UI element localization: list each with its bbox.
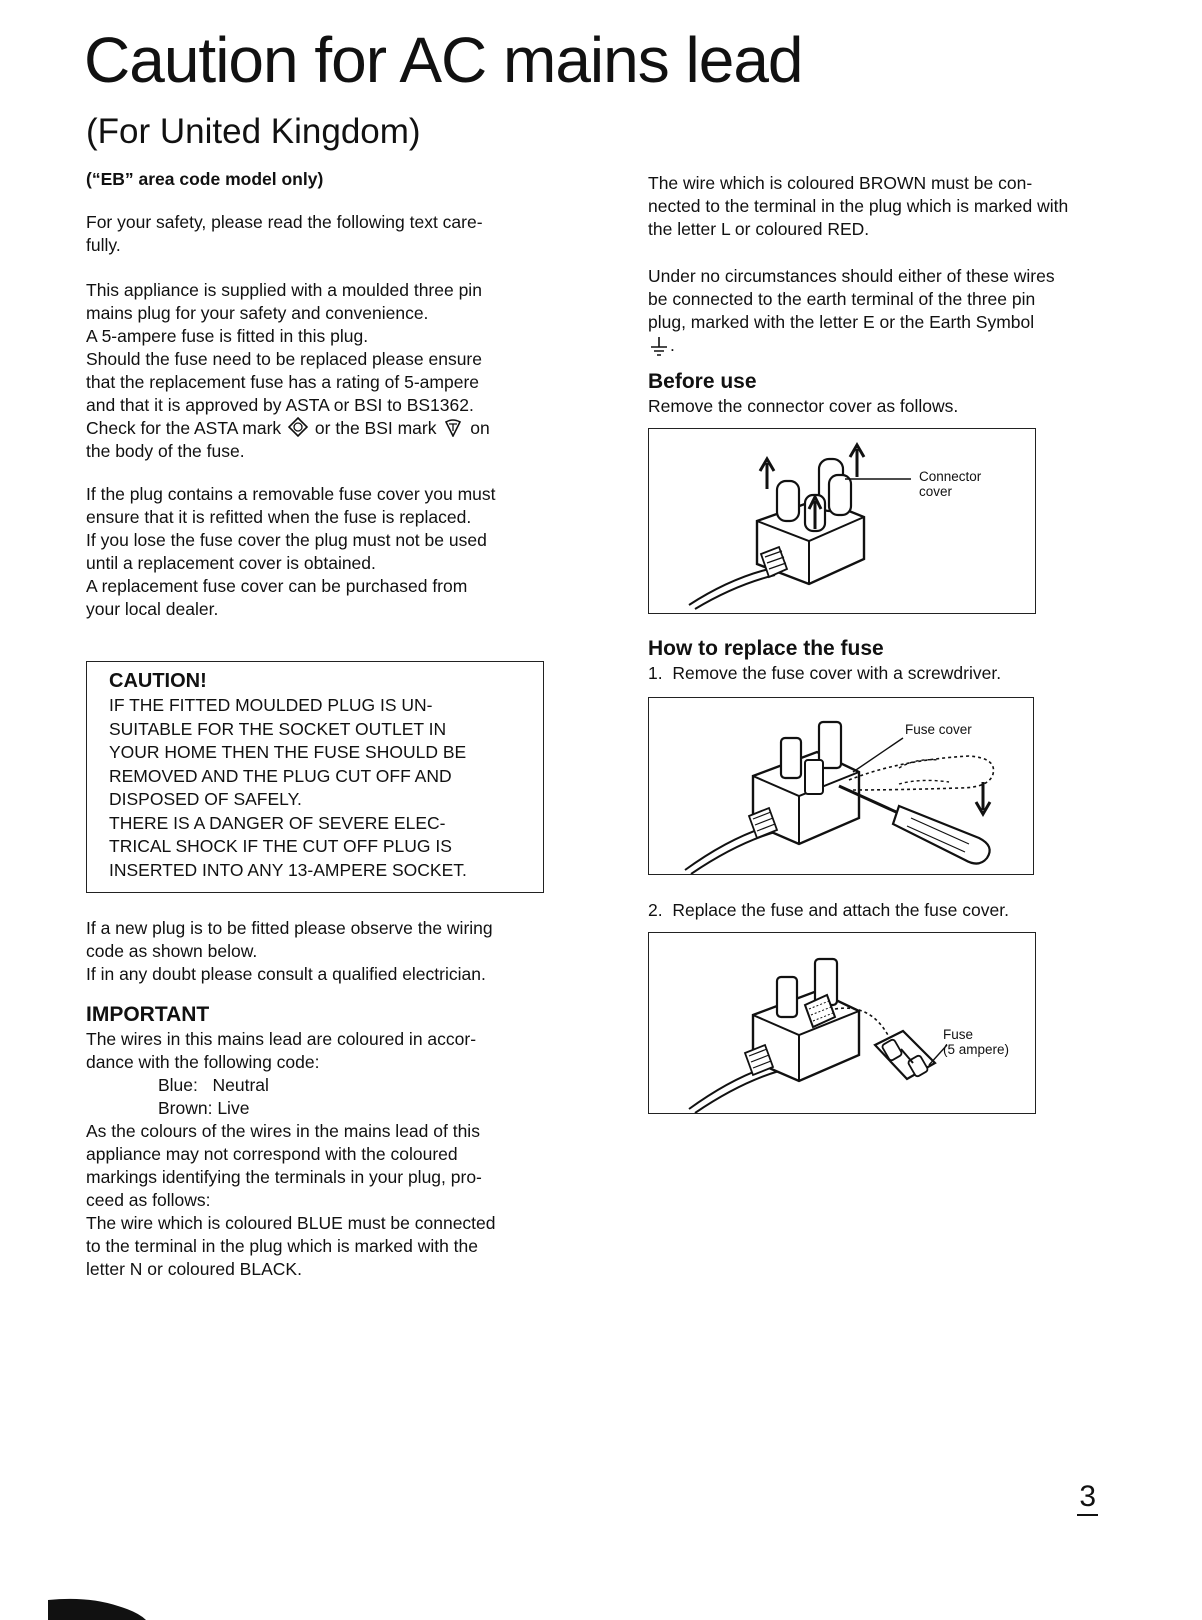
text-line: letter N or coloured BLACK. [86,1259,302,1279]
caution-box [86,661,544,893]
connector-cover-label [919,469,981,499]
text-fragment: Check for the ASTA mark [86,418,282,438]
caution-text [109,694,531,882]
text-line: mains plug for your safety and convenience. [86,303,429,323]
brown-wire-paragraph [648,172,1110,241]
text-line: the body of the fuse. [86,441,245,461]
text-line: be connected to the earth terminal of the three pin [648,289,1036,309]
period: . [670,335,675,355]
label-line: Fuse [943,1027,974,1043]
caution-line: THERE IS A DANGER OF SEVERE ELEC- [109,812,446,833]
text-line: the letter L or coloured RED. [648,219,870,239]
text-fragment: on [470,418,490,438]
caution-line: INSERTED INTO ANY 13-AMPERE SOCKET. [109,859,467,880]
page-number: 3 [1077,1482,1098,1516]
model-note: (“EB” area code model only) [86,169,324,189]
intro-paragraph [86,211,544,257]
text-line: code as shown below. [86,941,258,961]
text-line: that the replacement fuse has a rating of 5-ampere [86,372,480,392]
before-use-text: Remove the connector cover as follows. [648,396,959,417]
cover-paragraph [86,483,544,621]
left-column [86,168,544,1303]
text-line: If you lose the fuse cover the plug must not be used [86,530,487,550]
page-subtitle: (For United Kingdom) [86,112,421,151]
label-line: cover [919,484,953,500]
wire-code-blue: Blue: Neutral [158,1075,269,1095]
caution-line: REMOVED AND THE PLUG CUT OFF AND [109,765,452,786]
plug-connector-illustration [649,429,1035,613]
text-line: Under no circumstances should either of these wires [648,266,1055,286]
caution-line: IF THE FITTED MOULDED PLUG IS UN- [109,695,433,715]
text-line: For your safety, please read the following text care- [86,212,483,232]
connector-cover-figure [648,428,1036,614]
step-2-text: 2. Replace the fuse and attach the fuse cover. [648,900,1009,921]
text-line: until a replacement cover is obtained. [86,553,376,573]
fuse-insertion-illustration [649,933,1035,1113]
text-fragment: or the BSI mark [314,418,437,438]
scan-edge-shadow [48,1594,148,1620]
screwdriver-illustration [649,698,1033,874]
right-column [648,172,1110,1114]
caution-line: SUITABLE FOR THE SOCKET OUTLET IN [109,718,447,739]
caution-line: DISPOSED OF SAFELY. [109,789,302,809]
before-use-heading: Before use [648,370,757,394]
text-line: This appliance is supplied with a moulded three pin [86,280,482,300]
text-line: As the colours of the wires in the mains lead of this [86,1121,480,1141]
text-line: your local dealer. [86,599,219,619]
label-line: (5 ampere) [943,1042,1010,1058]
label-line: Connector [919,469,982,485]
text-line: appliance may not correspond with the coloured [86,1144,458,1164]
fuse-label [943,1027,1009,1057]
text-line: The wires in this mains lead are coloured in accor- [86,1029,477,1049]
caution-line: TRICAL SHOCK IF THE CUT OFF PLUG IS [109,836,452,856]
important-heading: IMPORTANT [86,1003,210,1026]
step-1-text: 1. Remove the fuse cover with a screwdriver. [648,663,1002,684]
text-line: nected to the terminal in the plug which is marked with [648,196,1069,216]
text-line: and that it is approved by ASTA or BSI to BS1362. [86,395,474,415]
new-plug-paragraph [86,917,544,986]
earth-paragraph [648,265,1110,357]
text-line: A replacement fuse cover can be purchased from [86,576,468,596]
text-line: If in any doubt please consult a qualified electrician. [86,964,486,984]
text-line: fully. [86,235,121,255]
caution-line: YOUR HOME THEN THE FUSE SHOULD BE [109,742,467,762]
fuse-cover-figure [648,697,1034,875]
text-line: dance with the following code: [86,1052,320,1072]
caution-heading: CAUTION! [109,670,207,692]
text-line: markings identifying the terminals in your plug, pro- [86,1167,482,1187]
replace-fuse-heading: How to replace the fuse [648,637,884,661]
text-line: ceed as follows: [86,1190,211,1210]
bsi-kitemark-icon [443,417,463,437]
text-line: The wire which is coloured BLUE must be connected [86,1213,496,1233]
text-line: to the terminal in the plug which is marked with the [86,1236,478,1256]
text-line: The wire which is coloured BROWN must be con- [648,173,1033,193]
supply-paragraph [86,279,544,463]
page-title: Caution for AC mains lead [84,24,803,96]
text-line: A 5-ampere fuse is fitted in this plug. [86,326,369,346]
text-line: If a new plug is to be fitted please observe the wiring [86,918,493,938]
check-marks-line [86,417,544,440]
wire-code-brown: Brown: Live [158,1098,250,1118]
important-paragraph [86,1028,544,1281]
fuse-figure [648,932,1036,1114]
text-line: If the plug contains a removable fuse cover you must [86,484,496,504]
fuse-cover-label: Fuse cover [905,722,972,738]
earth-symbol-icon [648,335,670,357]
text-line: ensure that it is refitted when the fuse is replaced. [86,507,472,527]
earth-symbol-line [648,334,1110,357]
text-line: Should the fuse need to be replaced please ensure [86,349,482,369]
asta-mark-icon [288,417,308,437]
text-line: plug, marked with the letter E or the Earth Symbol [648,312,1035,332]
